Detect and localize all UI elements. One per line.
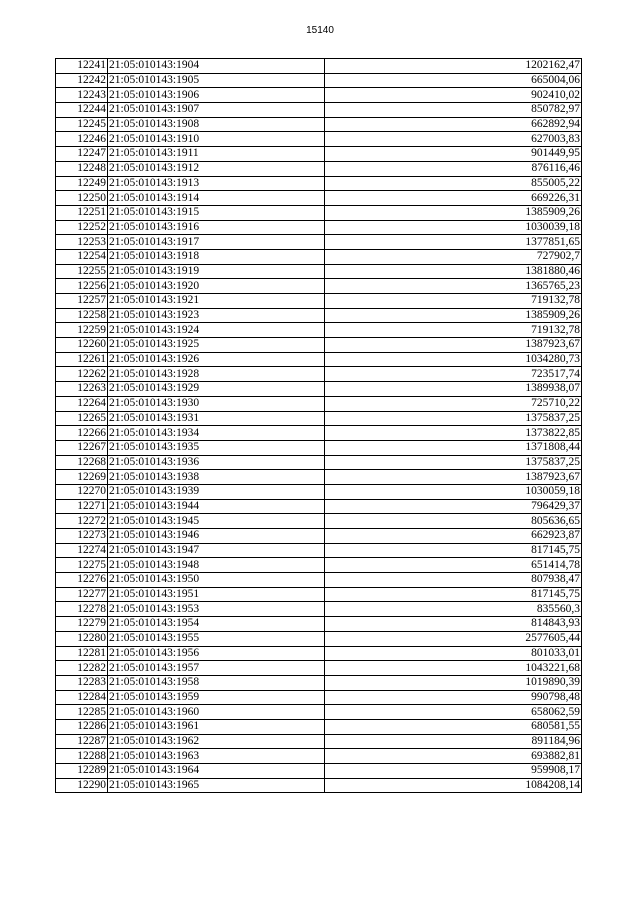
cadastral-value-cell: 835560,3 <box>325 602 582 617</box>
cadastral-value-cell: 805636,65 <box>325 514 582 529</box>
row-number-cell: 12257 <box>56 294 108 309</box>
cadastral-value-cell: 1030059,18 <box>325 484 582 499</box>
cadastral-number-cell: 21:05:010143:1964 <box>108 764 325 779</box>
cadastral-value-cell: 1387923,67 <box>325 470 582 485</box>
table-row <box>56 205 582 220</box>
table-row <box>56 411 582 426</box>
table-row <box>56 117 582 132</box>
row-number-cell: 12261 <box>56 352 108 367</box>
cadastral-number-cell: 21:05:010143:1920 <box>108 279 325 294</box>
table-row <box>56 602 582 617</box>
cadastral-value-cell: 902410,02 <box>325 88 582 103</box>
cadastral-number-cell: 21:05:010143:1908 <box>108 117 325 132</box>
cadastral-value-cell: 1034280,73 <box>325 352 582 367</box>
cadastral-number-cell: 21:05:010143:1911 <box>108 147 325 162</box>
row-number-cell: 12265 <box>56 411 108 426</box>
cadastral-number-cell: 21:05:010143:1925 <box>108 338 325 353</box>
row-number-cell: 12273 <box>56 529 108 544</box>
table-row <box>56 367 582 382</box>
row-number-cell: 12283 <box>56 675 108 690</box>
row-number-cell: 12243 <box>56 88 108 103</box>
cadastral-number-cell: 21:05:010143:1960 <box>108 705 325 720</box>
cadastral-number-cell: 21:05:010143:1959 <box>108 690 325 705</box>
row-number-cell: 12276 <box>56 573 108 588</box>
cadastral-value-cell: 1389938,07 <box>325 382 582 397</box>
cadastral-value-cell: 1371808,44 <box>325 440 582 455</box>
table-row <box>56 499 582 514</box>
row-number-cell: 12259 <box>56 323 108 338</box>
row-number-cell: 12247 <box>56 147 108 162</box>
table-row <box>56 631 582 646</box>
cadastral-value-cell: 1365765,23 <box>325 279 582 294</box>
table-row <box>56 764 582 779</box>
cadastral-value-cell: 959908,17 <box>325 764 582 779</box>
cadastral-value-cell: 1385909,26 <box>325 308 582 323</box>
row-number-cell: 12290 <box>56 778 108 793</box>
row-number-cell: 12287 <box>56 734 108 749</box>
cadastral-value-cell: 727902,7 <box>325 249 582 264</box>
cadastral-value-table <box>55 58 582 793</box>
page-number: 15140 <box>306 25 334 36</box>
row-number-cell: 12279 <box>56 617 108 632</box>
table-row <box>56 543 582 558</box>
cadastral-value-cell: 669226,31 <box>325 191 582 206</box>
cadastral-number-cell: 21:05:010143:1946 <box>108 529 325 544</box>
cadastral-number-cell: 21:05:010143:1958 <box>108 675 325 690</box>
table-row <box>56 617 582 632</box>
table-body <box>56 59 582 793</box>
cadastral-value-cell: 1202162,47 <box>325 59 582 74</box>
row-number-cell: 12242 <box>56 73 108 88</box>
cadastral-number-cell: 21:05:010143:1913 <box>108 176 325 191</box>
table-row <box>56 294 582 309</box>
cadastral-value-cell: 814843,93 <box>325 617 582 632</box>
cadastral-number-cell: 21:05:010143:1944 <box>108 499 325 514</box>
row-number-cell: 12271 <box>56 499 108 514</box>
cadastral-number-cell: 21:05:010143:1931 <box>108 411 325 426</box>
cadastral-number-cell: 21:05:010143:1916 <box>108 220 325 235</box>
row-number-cell: 12270 <box>56 484 108 499</box>
table-row <box>56 734 582 749</box>
row-number-cell: 12264 <box>56 396 108 411</box>
row-number-cell: 12272 <box>56 514 108 529</box>
cadastral-number-cell: 21:05:010143:1954 <box>108 617 325 632</box>
table-row <box>56 646 582 661</box>
table-row <box>56 396 582 411</box>
cadastral-number-cell: 21:05:010143:1939 <box>108 484 325 499</box>
cadastral-number-cell: 21:05:010143:1963 <box>108 749 325 764</box>
cadastral-number-cell: 21:05:010143:1919 <box>108 264 325 279</box>
row-number-cell: 12277 <box>56 587 108 602</box>
cadastral-value-cell: 719132,78 <box>325 294 582 309</box>
cadastral-value-cell: 651414,78 <box>325 558 582 573</box>
row-number-cell: 12253 <box>56 235 108 250</box>
cadastral-number-cell: 21:05:010143:1904 <box>108 59 325 74</box>
cadastral-value-cell: 1084208,14 <box>325 778 582 793</box>
table-row <box>56 308 582 323</box>
cadastral-value-cell: 1385909,26 <box>325 205 582 220</box>
table-row <box>56 587 582 602</box>
row-number-cell: 12274 <box>56 543 108 558</box>
row-number-cell: 12255 <box>56 264 108 279</box>
table-row <box>56 323 582 338</box>
cadastral-number-cell: 21:05:010143:1915 <box>108 205 325 220</box>
cadastral-value-cell: 719132,78 <box>325 323 582 338</box>
table-row <box>56 778 582 793</box>
row-number-cell: 12282 <box>56 661 108 676</box>
row-number-cell: 12249 <box>56 176 108 191</box>
cadastral-value-cell: 658062,59 <box>325 705 582 720</box>
table-row <box>56 573 582 588</box>
row-number-cell: 12267 <box>56 440 108 455</box>
table-row <box>56 59 582 74</box>
row-number-cell: 12278 <box>56 602 108 617</box>
cadastral-value-cell: 901449,95 <box>325 147 582 162</box>
row-number-cell: 12280 <box>56 631 108 646</box>
row-number-cell: 12269 <box>56 470 108 485</box>
table-row <box>56 249 582 264</box>
table-row <box>56 279 582 294</box>
cadastral-number-cell: 21:05:010143:1961 <box>108 719 325 734</box>
cadastral-number-cell: 21:05:010143:1930 <box>108 396 325 411</box>
cadastral-value-cell: 1387923,67 <box>325 338 582 353</box>
cadastral-number-cell: 21:05:010143:1906 <box>108 88 325 103</box>
cadastral-value-cell: 627003,83 <box>325 132 582 147</box>
cadastral-number-cell: 21:05:010143:1910 <box>108 132 325 147</box>
table-row <box>56 426 582 441</box>
table-row <box>56 470 582 485</box>
cadastral-value-cell: 725710,22 <box>325 396 582 411</box>
table-row <box>56 103 582 118</box>
row-number-cell: 12252 <box>56 220 108 235</box>
table-row <box>56 705 582 720</box>
table-row <box>56 338 582 353</box>
table-row <box>56 382 582 397</box>
cadastral-value-cell: 1375837,25 <box>325 411 582 426</box>
table-row <box>56 147 582 162</box>
cadastral-number-cell: 21:05:010143:1938 <box>108 470 325 485</box>
cadastral-number-cell: 21:05:010143:1947 <box>108 543 325 558</box>
row-number-cell: 12256 <box>56 279 108 294</box>
cadastral-value-cell: 662923,87 <box>325 529 582 544</box>
table-row <box>56 352 582 367</box>
cadastral-value-cell: 665004,06 <box>325 73 582 88</box>
table-row <box>56 191 582 206</box>
cadastral-value-cell: 817145,75 <box>325 543 582 558</box>
cadastral-number-cell: 21:05:010143:1957 <box>108 661 325 676</box>
cadastral-value-cell: 1373822,85 <box>325 426 582 441</box>
cadastral-value-cell: 693882,81 <box>325 749 582 764</box>
table-row <box>56 264 582 279</box>
row-number-cell: 12260 <box>56 338 108 353</box>
cadastral-value-cell: 680581,55 <box>325 719 582 734</box>
cadastral-number-cell: 21:05:010143:1934 <box>108 426 325 441</box>
cadastral-value-cell: 796429,37 <box>325 499 582 514</box>
cadastral-value-cell: 990798,48 <box>325 690 582 705</box>
row-number-cell: 12266 <box>56 426 108 441</box>
cadastral-number-cell: 21:05:010143:1935 <box>108 440 325 455</box>
table-row <box>56 235 582 250</box>
cadastral-number-cell: 21:05:010143:1951 <box>108 587 325 602</box>
cadastral-number-cell: 21:05:010143:1956 <box>108 646 325 661</box>
cadastral-number-cell: 21:05:010143:1918 <box>108 249 325 264</box>
cadastral-number-cell: 21:05:010143:1945 <box>108 514 325 529</box>
cadastral-number-cell: 21:05:010143:1912 <box>108 161 325 176</box>
table-row <box>56 440 582 455</box>
row-number-cell: 12250 <box>56 191 108 206</box>
cadastral-number-cell: 21:05:010143:1921 <box>108 294 325 309</box>
cadastral-number-cell: 21:05:010143:1917 <box>108 235 325 250</box>
table-row <box>56 719 582 734</box>
row-number-cell: 12275 <box>56 558 108 573</box>
cadastral-number-cell: 21:05:010143:1962 <box>108 734 325 749</box>
cadastral-value-cell: 1043221,68 <box>325 661 582 676</box>
cadastral-number-cell: 21:05:010143:1936 <box>108 455 325 470</box>
cadastral-value-cell: 817145,75 <box>325 587 582 602</box>
cadastral-number-cell: 21:05:010143:1929 <box>108 382 325 397</box>
cadastral-number-cell: 21:05:010143:1923 <box>108 308 325 323</box>
table-row <box>56 529 582 544</box>
row-number-cell: 12241 <box>56 59 108 74</box>
row-number-cell: 12248 <box>56 161 108 176</box>
cadastral-number-cell: 21:05:010143:1955 <box>108 631 325 646</box>
cadastral-value-cell: 1375837,25 <box>325 455 582 470</box>
cadastral-value-cell: 1381880,46 <box>325 264 582 279</box>
cadastral-value-cell: 801033,01 <box>325 646 582 661</box>
cadastral-value-cell: 662892,94 <box>325 117 582 132</box>
table-row <box>56 88 582 103</box>
table-row <box>56 749 582 764</box>
row-number-cell: 12246 <box>56 132 108 147</box>
table-row <box>56 558 582 573</box>
row-number-cell: 12288 <box>56 749 108 764</box>
row-number-cell: 12258 <box>56 308 108 323</box>
cadastral-number-cell: 21:05:010143:1905 <box>108 73 325 88</box>
row-number-cell: 12254 <box>56 249 108 264</box>
cadastral-number-cell: 21:05:010143:1950 <box>108 573 325 588</box>
table-row <box>56 661 582 676</box>
table-row <box>56 455 582 470</box>
row-number-cell: 12268 <box>56 455 108 470</box>
row-number-cell: 12245 <box>56 117 108 132</box>
row-number-cell: 12284 <box>56 690 108 705</box>
cadastral-number-cell: 21:05:010143:1914 <box>108 191 325 206</box>
cadastral-value-cell: 1019890,39 <box>325 675 582 690</box>
row-number-cell: 12281 <box>56 646 108 661</box>
row-number-cell: 12262 <box>56 367 108 382</box>
table-row <box>56 220 582 235</box>
row-number-cell: 12251 <box>56 205 108 220</box>
cadastral-value-cell: 850782,97 <box>325 103 582 118</box>
table-row <box>56 514 582 529</box>
cadastral-value-cell: 2577605,44 <box>325 631 582 646</box>
cadastral-number-cell: 21:05:010143:1924 <box>108 323 325 338</box>
cadastral-value-cell: 1030039,18 <box>325 220 582 235</box>
cadastral-number-cell: 21:05:010143:1907 <box>108 103 325 118</box>
cadastral-number-cell: 21:05:010143:1953 <box>108 602 325 617</box>
table-row <box>56 132 582 147</box>
row-number-cell: 12286 <box>56 719 108 734</box>
cadastral-value-cell: 876116,46 <box>325 161 582 176</box>
table-row <box>56 73 582 88</box>
cadastral-value-cell: 855005,22 <box>325 176 582 191</box>
cadastral-value-cell: 1377851,65 <box>325 235 582 250</box>
row-number-cell: 12285 <box>56 705 108 720</box>
cadastral-number-cell: 21:05:010143:1926 <box>108 352 325 367</box>
cadastral-number-cell: 21:05:010143:1948 <box>108 558 325 573</box>
table-row <box>56 161 582 176</box>
row-number-cell: 12263 <box>56 382 108 397</box>
cadastral-number-cell: 21:05:010143:1965 <box>108 778 325 793</box>
cadastral-value-cell: 723517,74 <box>325 367 582 382</box>
cadastral-value-cell: 891184,96 <box>325 734 582 749</box>
cadastral-number-cell: 21:05:010143:1928 <box>108 367 325 382</box>
row-number-cell: 12244 <box>56 103 108 118</box>
table-row <box>56 690 582 705</box>
row-number-cell: 12289 <box>56 764 108 779</box>
table-row <box>56 176 582 191</box>
cadastral-value-cell: 807938,47 <box>325 573 582 588</box>
table-row <box>56 484 582 499</box>
table-row <box>56 675 582 690</box>
